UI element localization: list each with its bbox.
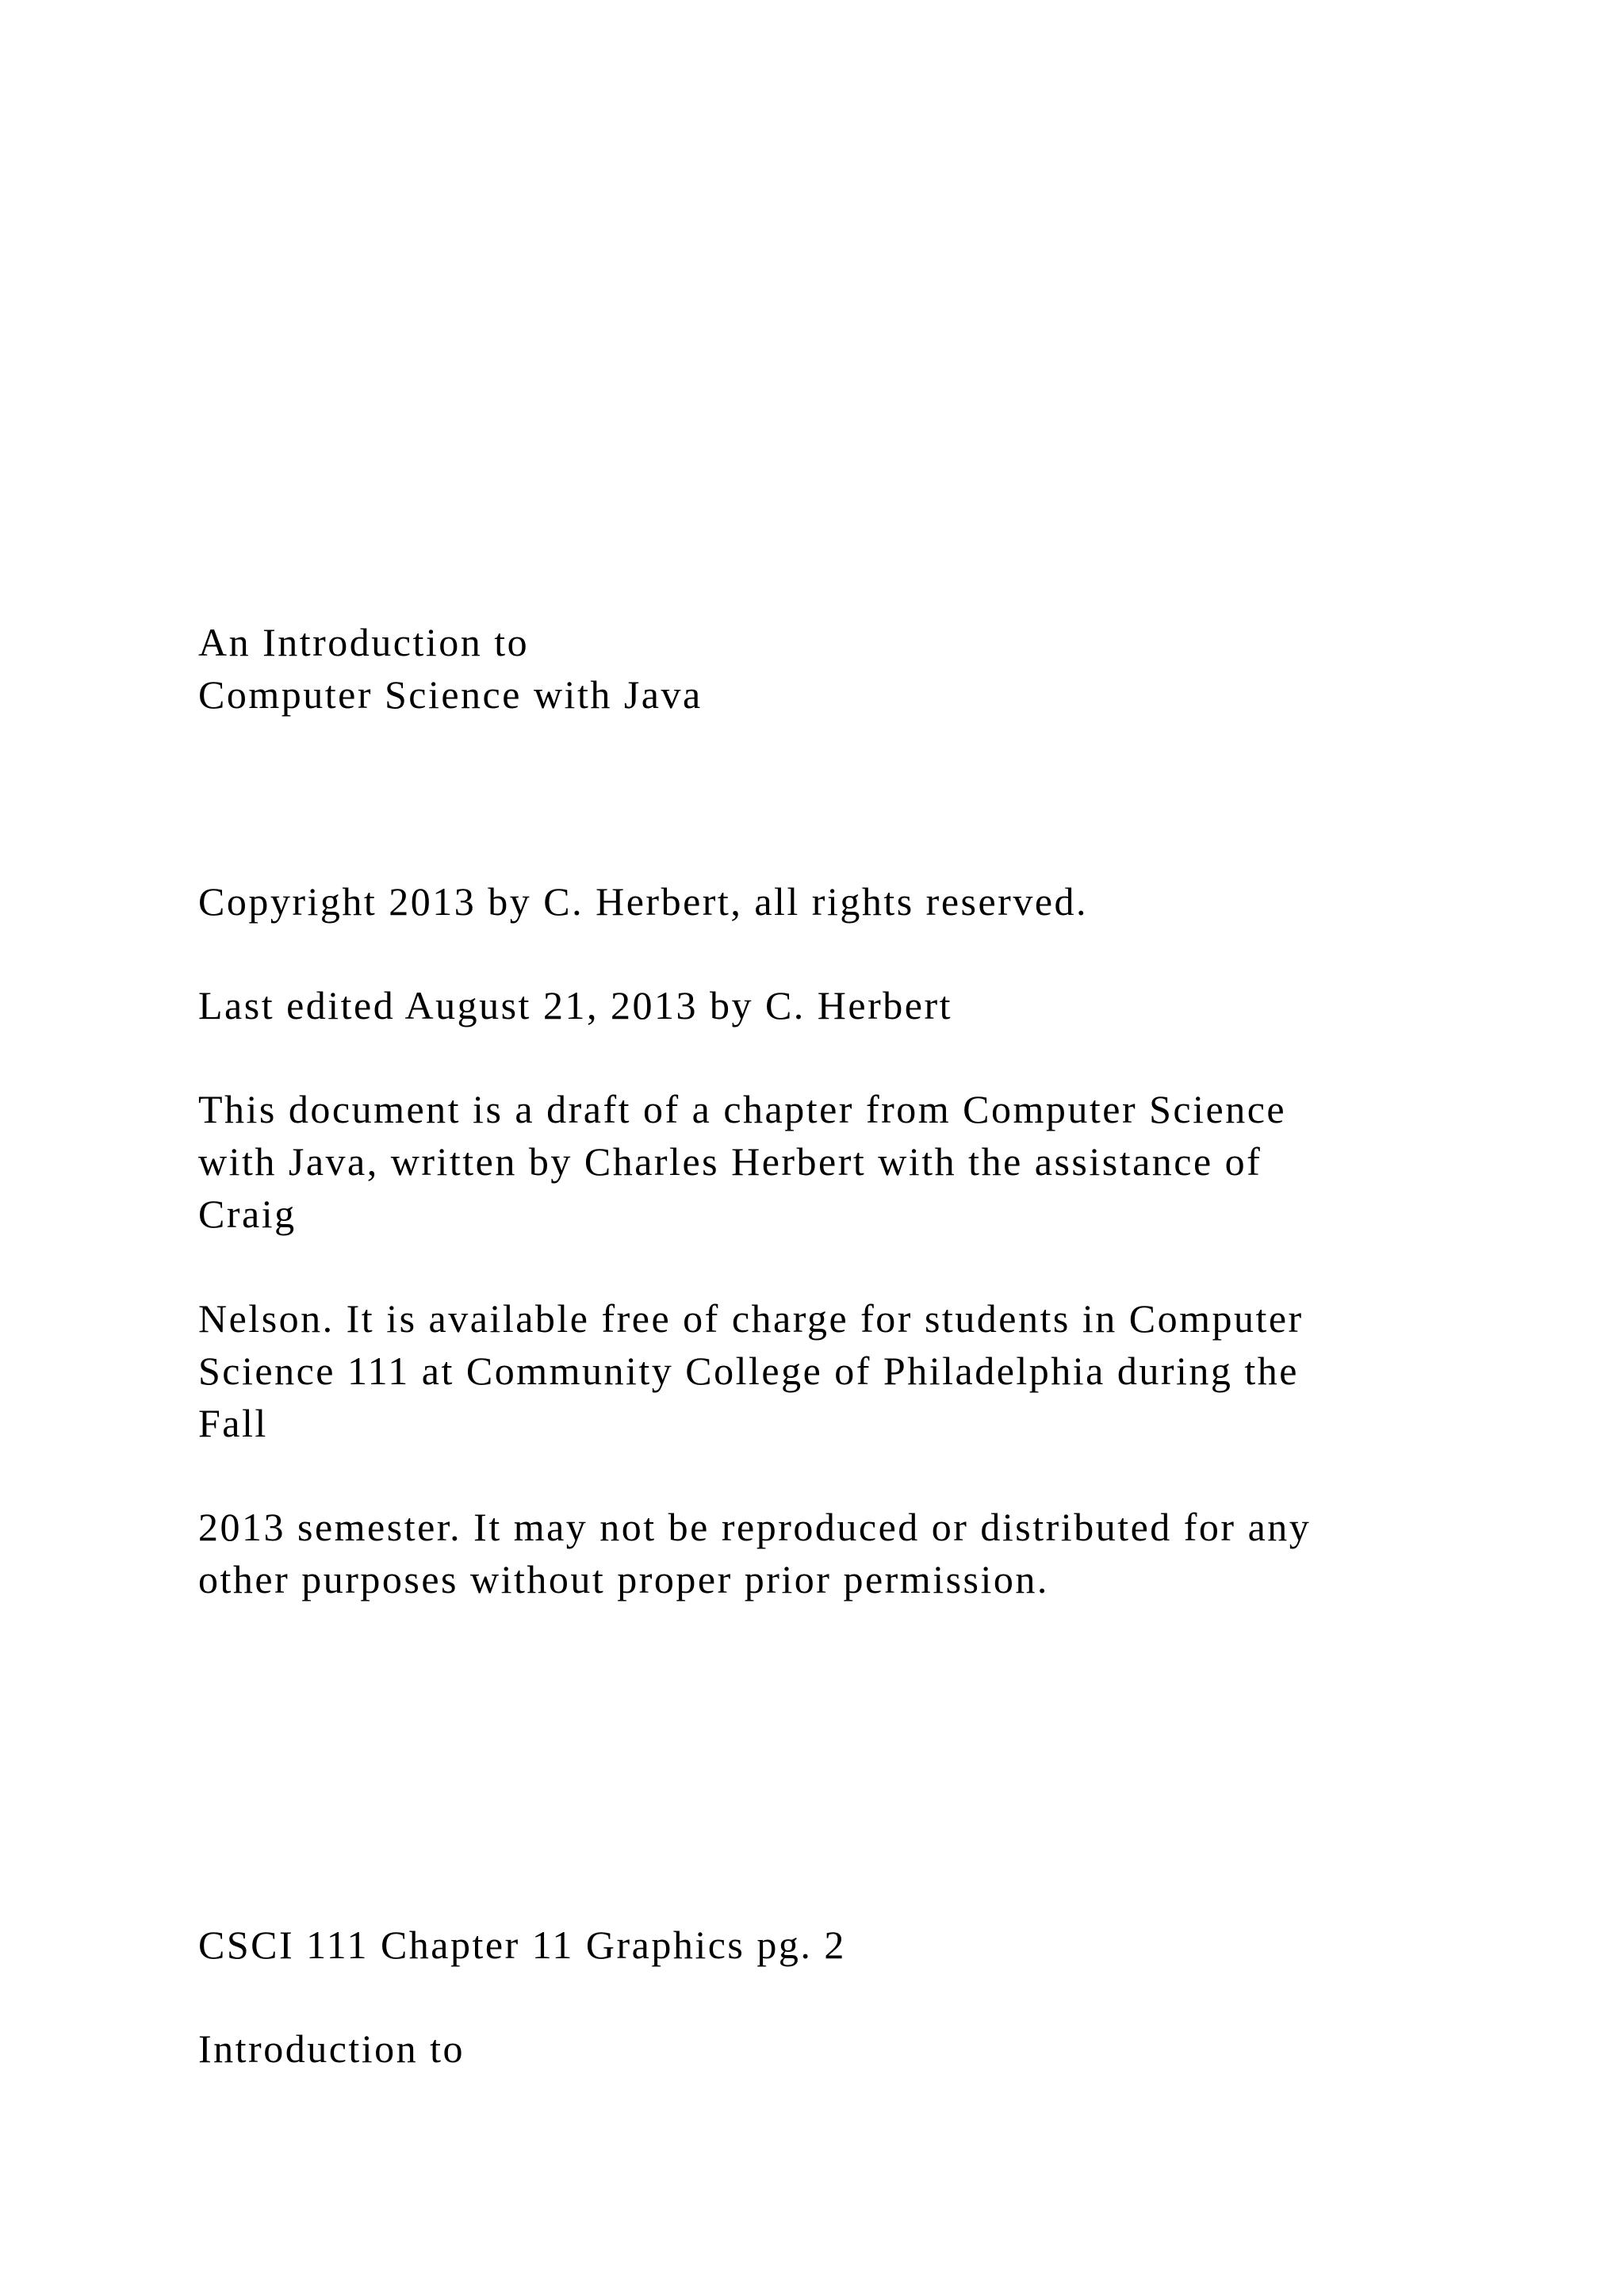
- paragraph-2-line-2: Science 111 at Community College of Philadelphia during the: [198, 1349, 1300, 1393]
- title-line-1: An Introduction to: [198, 620, 530, 664]
- paragraph-3-line-2: other purposes without proper prior permission.: [198, 1557, 1049, 1601]
- paragraph-1-line-2: with Java, written by Charles Herbert with the assistance of: [198, 1139, 1262, 1184]
- title-line-2: Computer Science with Java: [198, 672, 703, 717]
- section-start-text: Introduction to: [198, 2026, 465, 2071]
- copyright-notice: Copyright 2013 by C. Herbert, all rights reserved.: [198, 879, 1089, 924]
- paragraph-2-line-1: Nelson. It is available free of charge for students in Computer: [198, 1296, 1304, 1341]
- chapter-header: CSCI 111 Chapter 11 Graphics pg. 2: [198, 1923, 846, 1967]
- paragraph-1-line-3: Craig: [198, 1192, 297, 1236]
- paragraph-2-line-3: Fall: [198, 1401, 268, 1445]
- paragraph-3-line-1: 2013 semester. It may not be reproduced or distributed for any: [198, 1505, 1312, 1549]
- last-edited-line: Last edited August 21, 2013 by C. Herbert: [198, 983, 952, 1027]
- paragraph-1-line-1: This document is a draft of a chapter from Computer Science: [198, 1087, 1287, 1131]
